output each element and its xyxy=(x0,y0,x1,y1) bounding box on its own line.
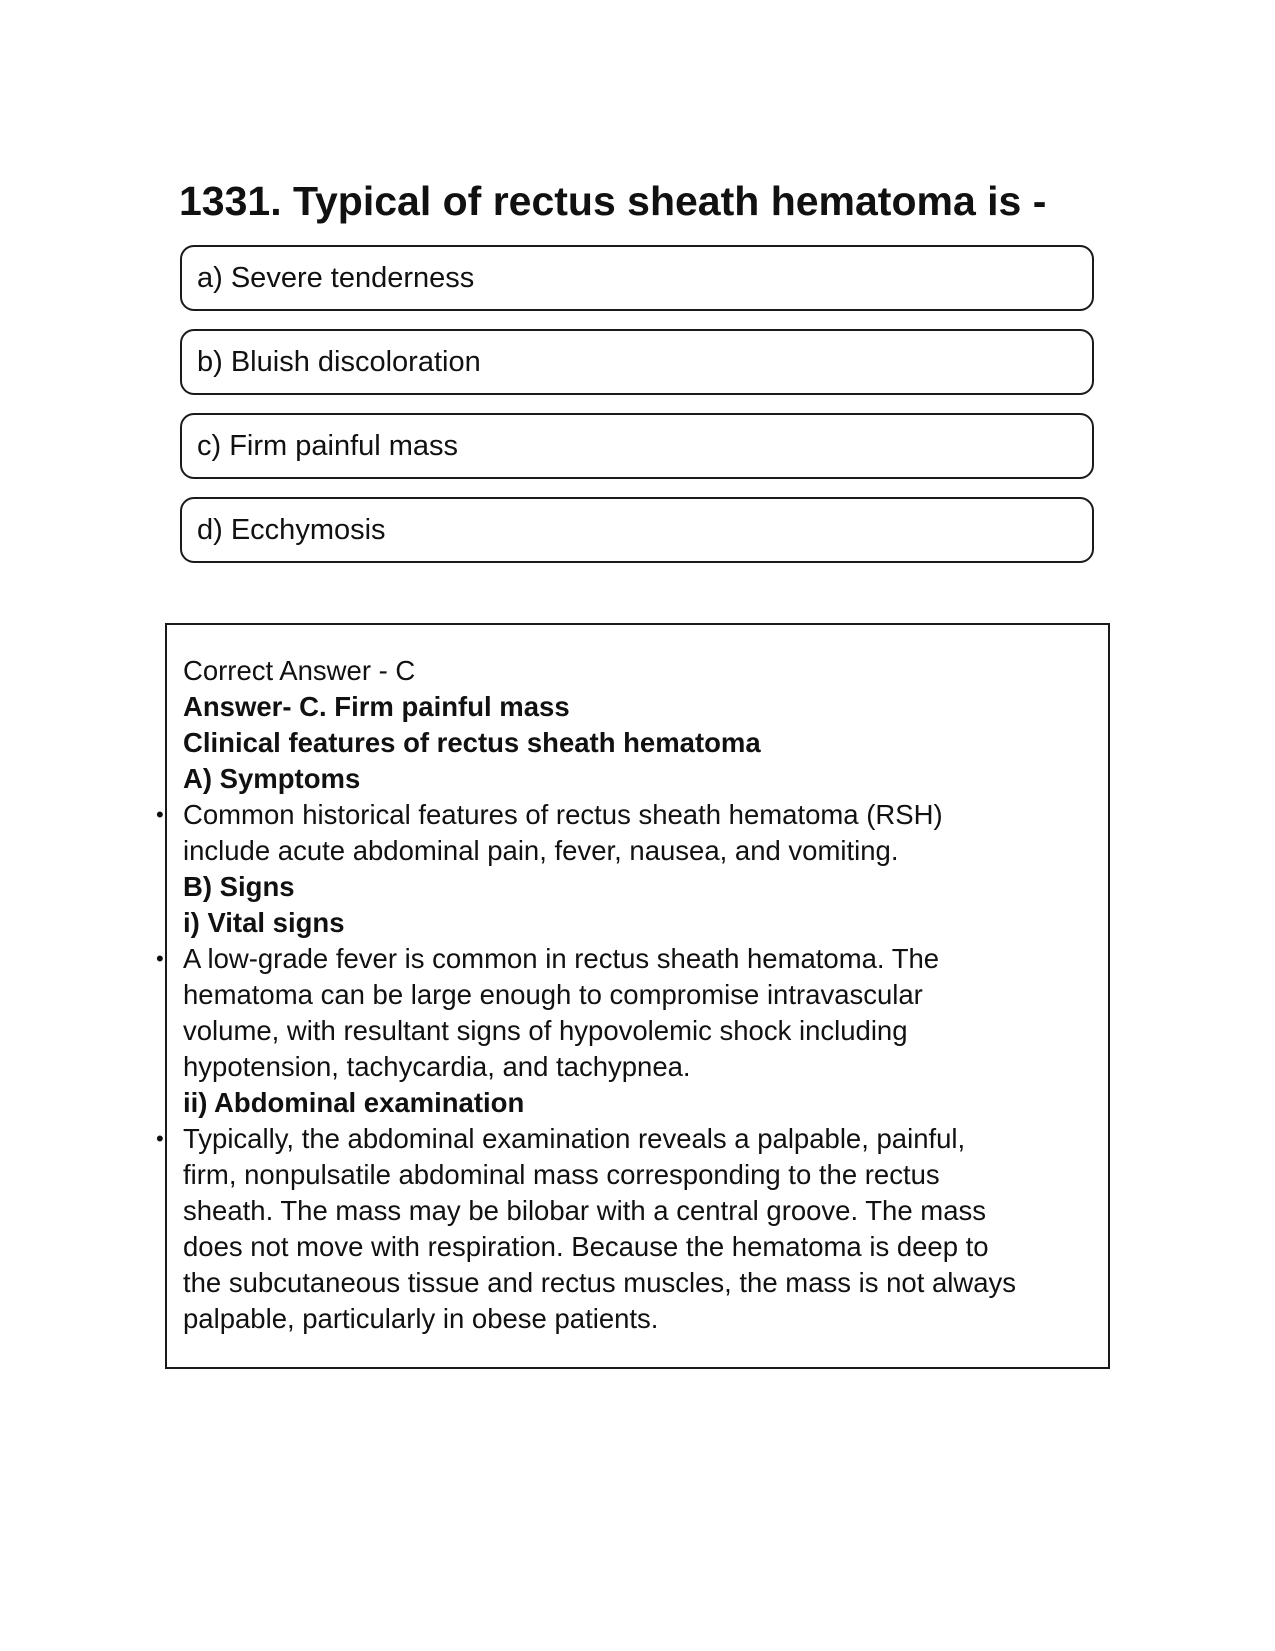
answer-explanation-box xyxy=(156,623,1110,1369)
correct-answer-line: Correct Answer - C xyxy=(183,655,416,686)
option-c[interactable] xyxy=(180,413,1094,479)
clinical-features-heading: Clinical features of rectus sheath hematoma xyxy=(183,727,761,758)
abdominal-bullet-line-1 xyxy=(156,1121,1103,1157)
abdominal-line-5: the subcutaneous tissue and rectus muscles, the mass is not always xyxy=(183,1267,1017,1298)
signs-heading: B) Signs xyxy=(183,871,295,902)
option-a[interactable] xyxy=(180,245,1094,311)
option-c-label: c) Firm painful mass xyxy=(197,430,459,462)
symptoms-line-2: include acute abdominal pain, fever, nausea, and vomiting. xyxy=(183,835,899,866)
symptoms-heading: A) Symptoms xyxy=(183,763,361,794)
symptoms-bullet-line-1 xyxy=(156,797,1103,833)
answer-content xyxy=(156,653,1103,1337)
bullet-icon: • xyxy=(156,802,164,827)
vital-signs-heading: i) Vital signs xyxy=(183,907,345,938)
abdominal-text: Typically, the abdominal examination reveals a palpable, painful, xyxy=(183,1123,966,1154)
abdominal-line-4: does not move with respiration. Because the hematoma is deep to xyxy=(183,1231,989,1262)
option-b-label: b) Bluish discoloration xyxy=(197,346,481,378)
abdominal-exam-heading: ii) Abdominal examination xyxy=(183,1087,525,1118)
symptoms-text: Common historical features of rectus sheath hematoma (RSH) xyxy=(183,799,943,830)
option-d-label: d) Ecchymosis xyxy=(197,514,386,546)
abdominal-line-3: sheath. The mass may be bilobar with a central groove. The mass xyxy=(183,1195,986,1226)
vital-line-2: hematoma can be large enough to compromise intravascular xyxy=(183,979,923,1010)
bullet-icon: • xyxy=(156,946,164,971)
option-b[interactable] xyxy=(180,329,1094,395)
abdominal-line-6: palpable, particularly in obese patients. xyxy=(183,1303,659,1334)
vital-line-3: volume, with resultant signs of hypovolemic shock including xyxy=(183,1015,908,1046)
abdominal-line-2: firm, nonpulsatile abdominal mass corresponding to the rectus xyxy=(183,1159,940,1190)
bullet-icon: • xyxy=(156,1126,164,1151)
option-d[interactable] xyxy=(180,497,1094,563)
vital-line-4: hypotension, tachycardia, and tachypnea. xyxy=(183,1051,691,1082)
vital-text: A low-grade fever is common in rectus sheath hematoma. The xyxy=(183,943,940,974)
option-a-label: a) Severe tenderness xyxy=(197,262,475,294)
vital-bullet-line-1 xyxy=(156,941,1103,977)
question-title: 1331. Typical of rectus sheath hematoma is - xyxy=(179,178,1047,224)
answer-line: Answer- C. Firm painful mass xyxy=(183,691,570,722)
